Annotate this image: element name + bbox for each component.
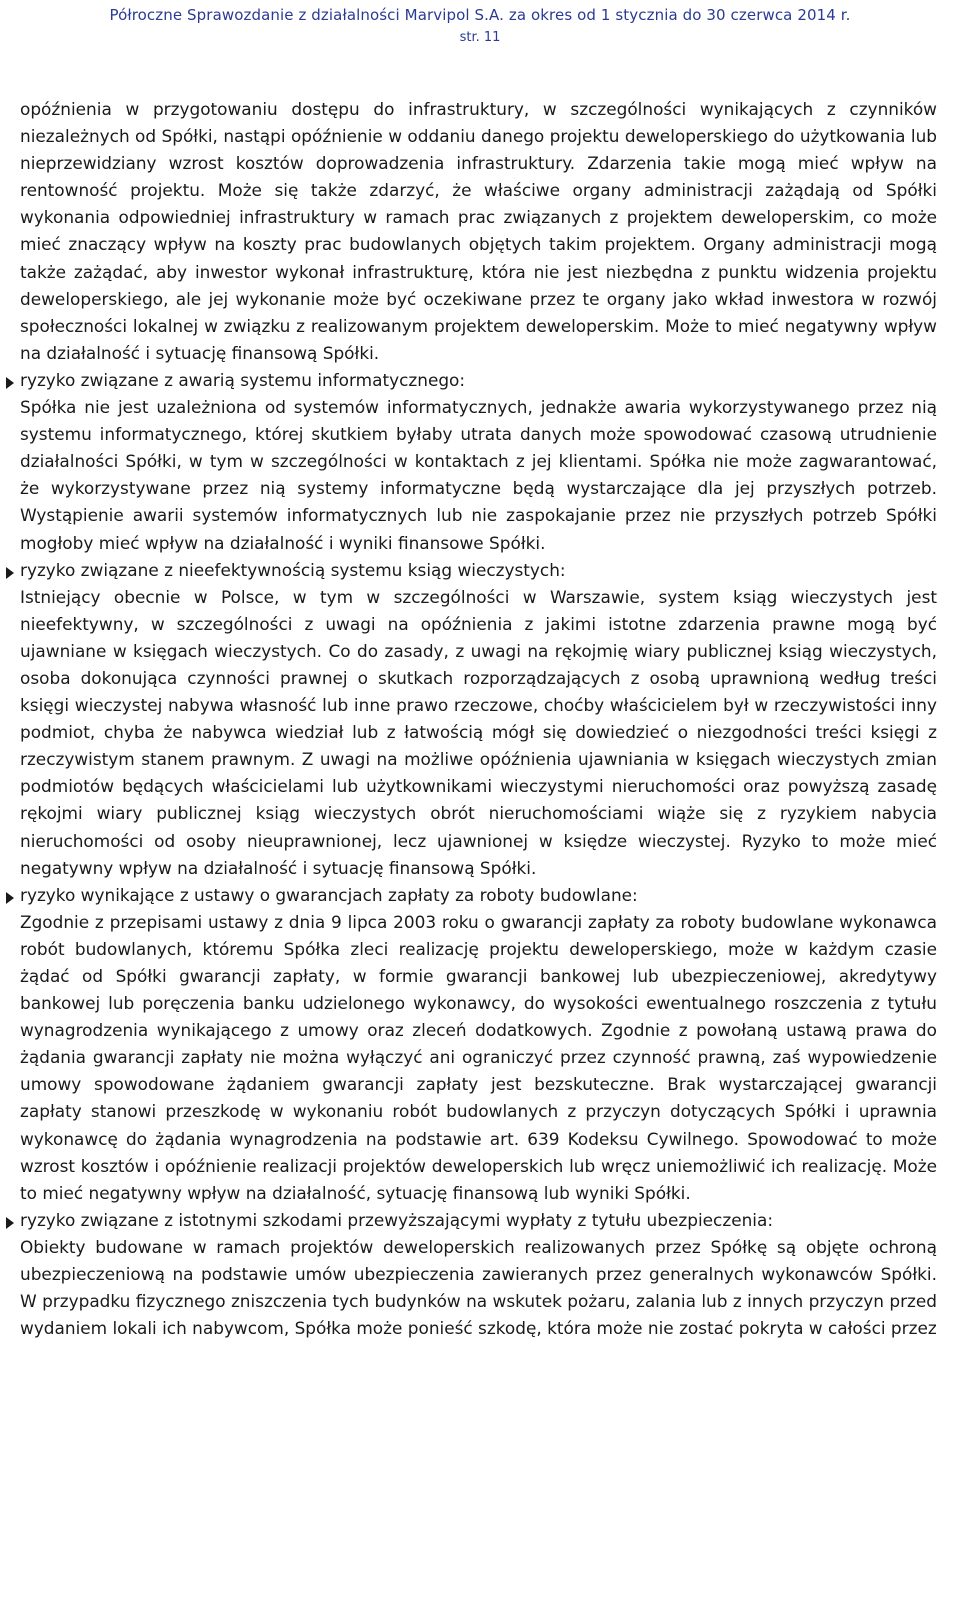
risk-section-land-registry — [20, 557, 937, 882]
section-body: Spółka nie jest uzależniona od systemów informatycznych, jednakże awaria wykorzystywanego przez nią systemu informatycznego, której skutkiem byłaby utrata danych może spowodować czasową utrudnienie działalności Spółki, w tym w szczególności w kontaktach z jej klientami. Spółka nie może zagwarantować, że wykorzystywane przez nią systemy informatyczne będą wystarczające dla jej przyszłych potrzeb. Wystąpienie awarii systemów informatycznych lub nie zaspokajanie przez nie przyszłych potrzeb Spółki mogłoby mieć wpływ na działalność i wyniki finansowe Spółki. — [20, 397, 937, 553]
section-title: ryzyko wynikające z ustawy o gwarancjach zapłaty za roboty budowlane: — [20, 884, 638, 905]
triangle-bullet-icon — [6, 567, 14, 579]
section-body: Obiekty budowane w ramach projektów deweloperskich realizowanych przez Spółkę są objęte ochroną ubezpieczeniową na podstawie umów ubezpieczenia zawieranych przez generalnych wykonawców Spółki. W przypadku fizycznego zniszczenia tych budynków na wskutek pożaru, zalania lub z innych przyczyn przed wydaniem lokali ich nabywcom, Spółka może ponieść szkodę, która może nie zostać pokryta w całości przez — [20, 1236, 937, 1339]
risk-section-payment-guarantees — [20, 882, 937, 1207]
section-title: ryzyko związane z istotnymi szkodami przewyższającymi wypłaty z tytułu ubezpieczenia: — [20, 1209, 774, 1230]
document-header: Półroczne Sprawozdanie z działalności Marvipol S.A. za okres od 1 stycznia do 30 czerwca 2014 r. — [109, 6, 851, 24]
section-title: ryzyko związane z nieefektywnością systemu ksiąg wieczystych: — [20, 559, 566, 580]
triangle-bullet-icon — [6, 892, 14, 904]
section-body: Istniejący obecnie w Polsce, w tym w szczególności w Warszawie, system ksiąg wieczystych jest nieefektywny, w szczególności z uwagi na opóźnienia z jakimi istotne zdarzenia prawne mogą być ujawniane w księgach wieczystych. Co do zasady, z uwagi na rękojmię wiary publicznej ksiąg wieczystych, osoba dokonująca czynności prawnej o skutkach rozporządzających z osobą uprawnioną według treści księgi wieczystej nabywa własność lub inne prawo rzeczowe, choćby właścicielem był w rzeczywistości inny podmiot, chyba że nabywca wiedział lub z łatwością mógł się dowiedzieć o niezgodności treści księgi z rzeczywistym stanem prawnym. Z uwagi na możliwe opóźnienia ujawniania w księgach wieczystych zmian podmiotów będących właścicielami lub użytkownikami wieczystymi nieruchomości oraz powyższą zasadę rękojmi wiary publicznej ksiąg wieczystych obrót nieruchomościami wiąże się z ryzykiem nabycia nieruchomości od osoby nieuprawnionej, lecz ujawnionej w księdze wieczystej. Ryzyko to może mieć negatywny wpływ na działalność i sytuację finansową Spółki. — [20, 586, 937, 878]
page-number: str. 11 — [459, 30, 501, 45]
intro-paragraph: opóźnienia w przygotowaniu dostępu do infrastruktury, w szczególności wynikających z czynników niezależnych od Spółki, nastąpi opóźnienie w oddaniu danego projektu deweloperskiego do użytkowania lub nieprzewidziany wzrost kosztów doprowadzenia infrastruktury. Zdarzenia takie mogą mieć wpływ na rentowność projektu. Może się także zdarzyć, że właściwe organy administracji zażądają od Spółki wykonania odpowiedniej infrastruktury w ramach prac związanych z projektem deweloperskim, co może mieć znaczący wpływ na koszty prac budowlanych objętych takim projektem. Organy administracji mogą także zażądać, aby inwestor wykonał infrastrukturę, która nie jest niezbędna z punktu widzenia projektu deweloperskiego, ale jej wykonanie może być oczekiwane przez te organy jako wkład inwestora w rozwój społeczności lokalnej w związku z realizowanym projektem deweloperskim. Może to mieć negatywny wpływ na działalność i sytuację finansową Spółki. — [20, 99, 937, 363]
triangle-bullet-icon — [6, 1217, 14, 1229]
risk-section-it-failure — [20, 367, 937, 557]
risk-section-insurance — [20, 1207, 937, 1342]
section-title: ryzyko związane z awarią systemu informatycznego: — [20, 369, 466, 390]
section-body: Zgodnie z przepisami ustawy z dnia 9 lipca 2003 roku o gwarancji zapłaty za roboty budowlane wykonawca robót budowlanych, któremu Spółka zleci realizację projektu deweloperskiego, może w każdym czasie żądać od Spółki gwarancji zapłaty, w formie gwarancji bankowej lub ubezpieczeniowej, akredytywy bankowej lub poręczenia banku udzielonego wykonawcy, do wysokości ewentualnego roszczenia z tytułu wynagrodzenia wynikającego z umowy oraz zleceń dodatkowych. Zgodnie z powołaną ustawą prawa do żądania gwarancji zapłaty nie można wyłączyć ani ograniczyć przez czynność prawną, zaś wypowiedzenie umowy spowodowane żądaniem gwarancji zapłaty jest bezskuteczne. Brak wystarczającej gwarancji zapłaty stanowi przeszkodę w wykonaniu robót budowlanych z przyczyn dotyczących Spółki i uprawnia wykonawcę do żądania wynagrodzenia na podstawie art. 639 Kodeksu Cywilnego. Spowodować to może wzrost kosztów i opóźnienie realizacji projektów deweloperskich lub wręcz uniemożliwić ich realizację. Może to mieć negatywny wpływ na działalność, sytuację finansową lub wyniki Spółki. — [20, 911, 937, 1203]
triangle-bullet-icon — [6, 377, 14, 389]
document-body — [20, 96, 937, 1342]
